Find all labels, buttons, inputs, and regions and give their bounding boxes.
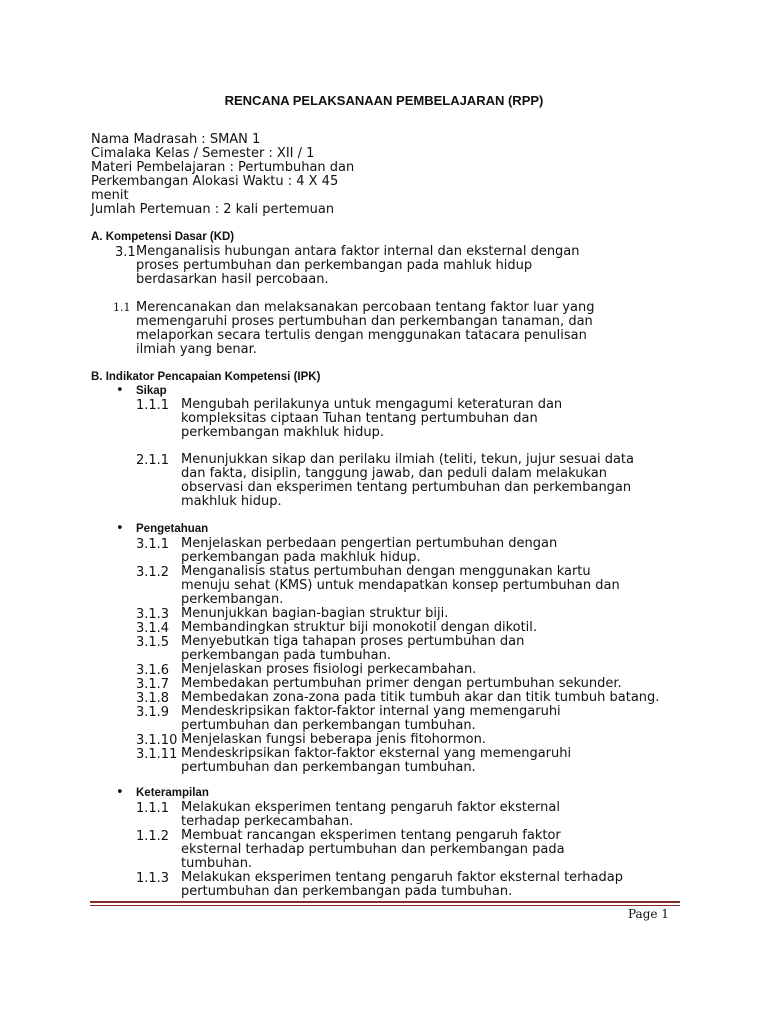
ipk-text: Menganalisis status pertumbuhan dengan menggunakan kartu — [181, 564, 591, 579]
kd-text: memengaruhi proses pertumbuhan dan perkembangan tanaman, dan — [136, 314, 593, 329]
bullet-icon: • — [116, 785, 124, 800]
subsection-sikap: Sikap — [136, 385, 167, 397]
ipk-text: perkembangan pada makhluk hidup. — [181, 550, 421, 565]
ipk-text: kompleksitas ciptaan Tuhan tentang pertumbuhan dan — [181, 411, 538, 426]
ipk-number: 1.1.2 — [136, 829, 170, 844]
document-title: RENCANA PELAKSANAAN PEMBELAJARAN (RPP) — [224, 93, 544, 108]
ipk-number: 3.1.9 — [136, 705, 170, 720]
ipk-text: Melakukan eksperimen tentang pengaruh faktor eksternal — [181, 800, 560, 815]
ipk-text: dan fakta, disiplin, tanggung jawab, dan peduli dalam melakukan — [181, 466, 607, 481]
ipk-text: pertumbuhan dan perkembangan tumbuhan. — [181, 718, 476, 733]
ipk-number: 3.1.1 — [136, 537, 170, 552]
ipk-text: tumbuhan. — [181, 856, 253, 871]
ipk-number: 1.1.1 — [136, 398, 170, 413]
identity-line: Nama Madrasah : SMAN 1 — [91, 132, 261, 147]
ipk-text: Mendeskripsikan faktor-faktor eksternal yang memengaruhi — [181, 746, 572, 761]
ipk-number: 1.1.3 — [136, 871, 170, 886]
ipk-text: Menunjukkan bagian-bagian struktur biji. — [181, 606, 449, 621]
footer-rule — [90, 901, 680, 903]
ipk-text: Menjelaskan fungsi beberapa jenis fitohormon. — [181, 732, 486, 747]
ipk-text: Mendeskripsikan faktor-faktor internal yang memengaruhi — [181, 704, 561, 719]
ipk-number: 3.1.5 — [136, 635, 170, 650]
ipk-text: menuju sehat (KMS) untuk mendapatkan konsep pertumbuhan dan — [181, 578, 620, 593]
kd-text: proses pertumbuhan dan perkembangan pada mahluk hidup — [136, 258, 533, 273]
ipk-text: pertumbuhan dan perkembangan pada tumbuhan. — [181, 884, 513, 899]
ipk-text: Menjelaskan perbedaan pengertian pertumbuhan dengan — [181, 536, 558, 551]
section-heading-kd: A. Kompetensi Dasar (KD) — [91, 231, 235, 243]
ipk-text: perkembangan pada tumbuhan. — [181, 648, 392, 663]
ipk-number: 3.1.4 — [136, 621, 170, 636]
ipk-number: 3.1.6 — [136, 663, 170, 678]
identity-line: Jumlah Pertemuan : 2 kali pertemuan — [91, 202, 335, 217]
ipk-text: Membandingkan struktur biji monokotil dengan dikotil. — [181, 620, 538, 635]
ipk-text: Membuat rancangan eksperimen tentang pengaruh faktor — [181, 828, 561, 843]
kd-number: 3.1 — [115, 245, 136, 260]
identity-line: Cimalaka Kelas / Semester : XII / 1 — [91, 146, 315, 161]
ipk-number: 3.1.7 — [136, 677, 170, 692]
bullet-icon: • — [116, 521, 124, 536]
ipk-text: observasi dan eksperimen tentang pertumbuhan dan perkembangan — [181, 480, 632, 495]
ipk-text: eksternal terhadap pertumbuhan dan perkembangan pada — [181, 842, 565, 857]
section-heading-ipk: B. Indikator Pencapaian Kompetensi (IPK) — [91, 371, 321, 383]
ipk-text: Membedakan pertumbuhan primer dengan pertumbuhan sekunder. — [181, 676, 622, 691]
ipk-text: Membedakan zona-zona pada titik tumbuh akar dan titik tumbuh batang. — [181, 690, 660, 705]
ipk-text: perkembangan. — [181, 592, 284, 607]
identity-line: Materi Pembelajaran : Pertumbuhan dan — [91, 160, 355, 175]
ipk-text: pertumbuhan dan perkembangan tumbuhan. — [181, 760, 476, 775]
kd-text: ilmiah yang benar. — [136, 342, 257, 357]
ipk-text: makhluk hidup. — [181, 494, 282, 509]
ipk-text: Menunjukkan sikap dan perilaku ilmiah (teliti, tekun, jujur sesuai data — [181, 452, 634, 467]
subsection-pengetahuan: Pengetahuan — [136, 523, 209, 535]
ipk-number: 1.1.1 — [136, 801, 170, 816]
ipk-number: 3.1.10 — [136, 733, 178, 748]
ipk-text: Menjelaskan proses fisiologi perkecambahan. — [181, 662, 477, 677]
ipk-number: 3.1.2 — [136, 565, 170, 580]
bullet-icon: • — [116, 383, 124, 398]
ipk-number: 3.1.3 — [136, 607, 170, 622]
page-number: Page 1 — [628, 907, 669, 921]
kd-number: 1.1 — [113, 301, 131, 314]
ipk-number: 2.1.1 — [136, 453, 170, 468]
ipk-text: Melakukan eksperimen tentang pengaruh faktor eksternal terhadap — [181, 870, 623, 885]
ipk-text: Mengubah perilakunya untuk mengagumi keteraturan dan — [181, 397, 563, 412]
ipk-text: perkembangan makhluk hidup. — [181, 425, 385, 440]
kd-text: Menganalisis hubungan antara faktor internal dan eksternal dengan — [136, 244, 580, 259]
ipk-number: 3.1.8 — [136, 691, 170, 706]
identity-line: menit — [91, 188, 129, 203]
kd-text: melaporkan secara tertulis dengan menggunakan tatacara penulisan — [136, 328, 587, 343]
ipk-number: 3.1.11 — [136, 747, 178, 762]
subsection-keterampilan: Keterampilan — [136, 787, 209, 799]
kd-text: berdasarkan hasil percobaan. — [136, 272, 329, 287]
footer-rule — [90, 905, 680, 906]
ipk-text: Menyebutkan tiga tahapan proses pertumbuhan dan — [181, 634, 525, 649]
kd-text: Merencanakan dan melaksanakan percobaan tentang faktor luar yang — [136, 300, 595, 315]
identity-line: Perkembangan Alokasi Waktu : 4 X 45 — [91, 174, 339, 189]
ipk-text: terhadap perkecambahan. — [181, 814, 354, 829]
